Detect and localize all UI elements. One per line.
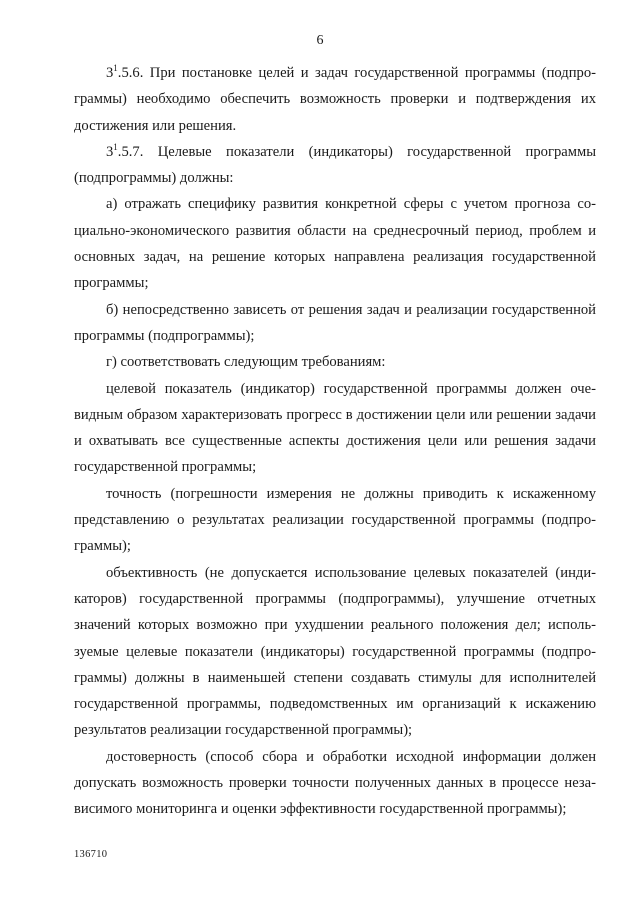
clause-number-superscript: 1 [113, 141, 118, 152]
document-code: 136710 [74, 849, 108, 860]
list-item-b: б) непосредственно зависеть от решения задач и реализации государственной программы (подпрограммы); [74, 301, 596, 344]
document-body [74, 60, 596, 823]
page-number: 6 [316, 33, 324, 48]
paragraph-3-1-5-7 [74, 139, 596, 192]
clause-number-prefix: 3 [106, 143, 114, 160]
requirement-reliability: достоверность (способ сбора и обработки исходной информации должен допускать возможность проверки точности полученных данных в процессе независимого мониторинга и оценки эффективности государственной программы); [74, 748, 596, 818]
clause-number-prefix: 3 [106, 65, 114, 81]
list-item-a: а) отражать специфику развития конкретной сферы с учетом прогноза социально-экономического развития области на среднесрочный период, проблем и основных задач, на решение которых направлена реализация государственной программы; [74, 196, 596, 292]
requirement-accuracy: точность (погрешности измерения не должны приводить к искаженному представлению о результатах реализации государственной программы (подпрограммы); [74, 485, 596, 555]
paragraph-text: .5.6. При постановке целей и задач государственной программы (подпрограммы) необходимо обеспечить возможность проверки и подтверждения их достижения или решения. [74, 65, 596, 134]
list-item-g: г) соответствовать следующим требованиям: [106, 354, 386, 371]
requirement-target-indicator: целевой показатель (индикатор) государственной программы должен очевидным образом характеризовать прогресс в достижении цели или решении задачи и охватывать все существенные аспекты достижения цели или решения задачи государственной программы; [74, 380, 596, 476]
paragraph-text: .5.7. Целевые показатели (индикаторы) государственной программы (подпрограммы) должны: [74, 143, 596, 187]
clause-number-superscript: 1 [113, 63, 118, 73]
paragraph-3-1-5-6 [74, 60, 596, 139]
requirement-objectivity: объективность (не допускается использование целевых показателей (индикаторов) государственной программы (подпрограммы), улучшение отчетных значений которых возможно при ухудшении реального положения дел; используемые целевые показатели (индикаторы) государственной программы (подпрограммы) должны в наименьшей степени создавать стимулы для исполнителей государственной программы, подведомственных им организаций к искажению результатов реализации государственной программы); [74, 564, 596, 739]
